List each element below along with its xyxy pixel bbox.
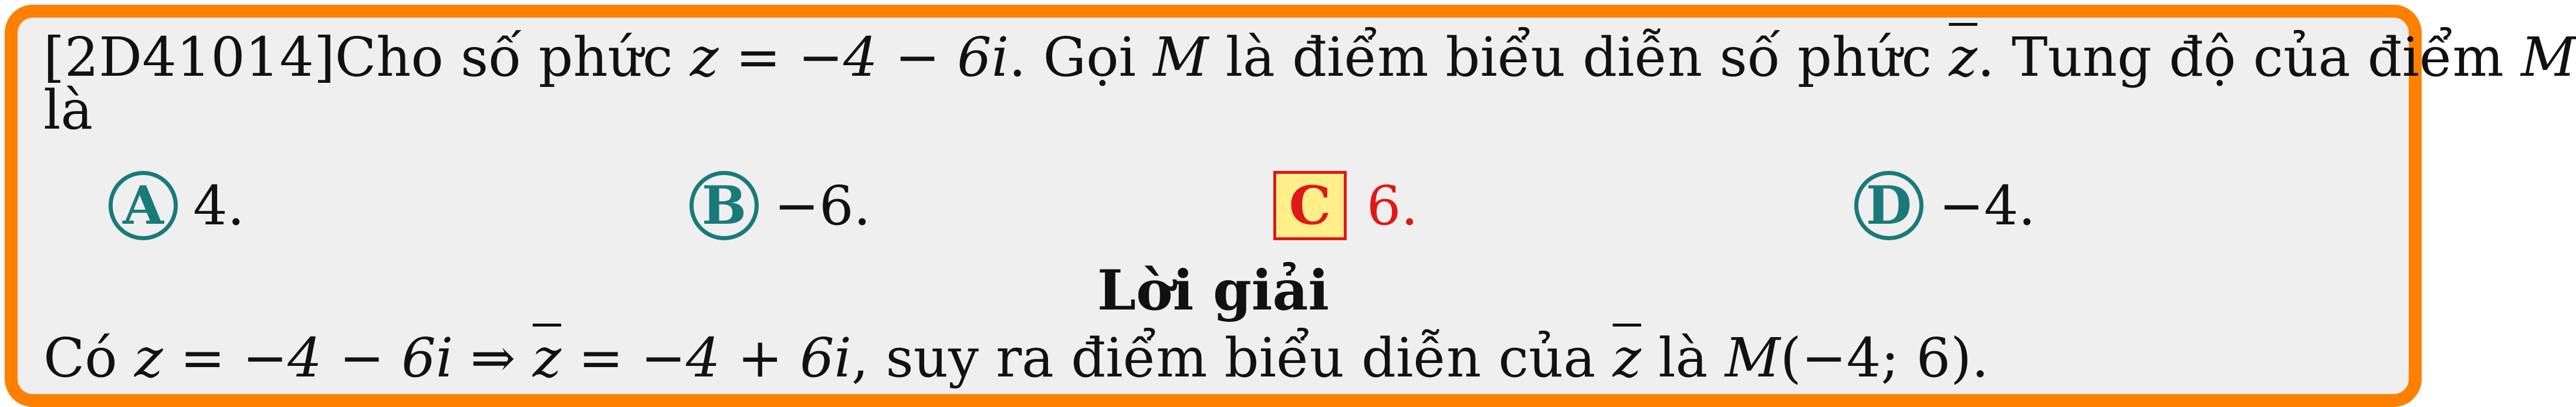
math-z-equation: z = −4 − 6i ⇒ <box>134 327 533 389</box>
question-line-1 <box>43 28 2576 87</box>
option-a-value: 4. <box>193 174 245 237</box>
math-point-m: M <box>2521 26 2576 89</box>
math-z-conjugate: $\overline{z}$ <box>1612 327 1641 389</box>
option-a[interactable] <box>109 167 245 244</box>
question-text: là <box>43 79 93 142</box>
solution-text: là <box>1641 327 1725 389</box>
option-d-marker: D <box>1854 171 1923 240</box>
question-code: [2D41014] <box>43 26 335 89</box>
option-b-value: −6. <box>774 174 871 237</box>
option-c-value: 6. <box>1367 174 1418 237</box>
question-box <box>5 5 2576 407</box>
math-z-conjugate: $\overline{z}$ <box>532 327 562 389</box>
solution-title: Lời giải <box>1097 258 1330 323</box>
option-a-marker: A <box>109 171 178 240</box>
math-coordinates: (−4; 6). <box>1780 327 1989 389</box>
solution-text: Có <box>43 327 135 389</box>
math-point-m: M <box>1725 327 1780 389</box>
solution-line <box>43 329 1989 388</box>
option-b-marker: B <box>689 171 759 240</box>
solution-text: , suy ra điểm biểu diễn của <box>851 327 1613 389</box>
question-text: Cho số phức <box>334 26 690 89</box>
question-text: . Tung độ của điểm <box>1977 26 2521 89</box>
option-b[interactable] <box>689 167 871 244</box>
math-conjugate-value: = −4 + 6i <box>561 327 852 389</box>
question-text: là điểm biểu diễn số phức <box>1208 26 1949 89</box>
option-c-marker: C <box>1273 171 1347 240</box>
question-text: . Gọi <box>1009 26 1154 89</box>
option-c-correct[interactable] <box>1273 167 1418 244</box>
math-point-m: M <box>1153 26 1209 89</box>
math-z-equation: z = −4 − 6i <box>689 26 1009 89</box>
option-d[interactable] <box>1854 167 2036 244</box>
question-line-2 <box>43 81 93 140</box>
math-z-conjugate: $\overline{z}$ <box>1949 26 1977 89</box>
option-d-value: −4. <box>1939 174 2036 237</box>
